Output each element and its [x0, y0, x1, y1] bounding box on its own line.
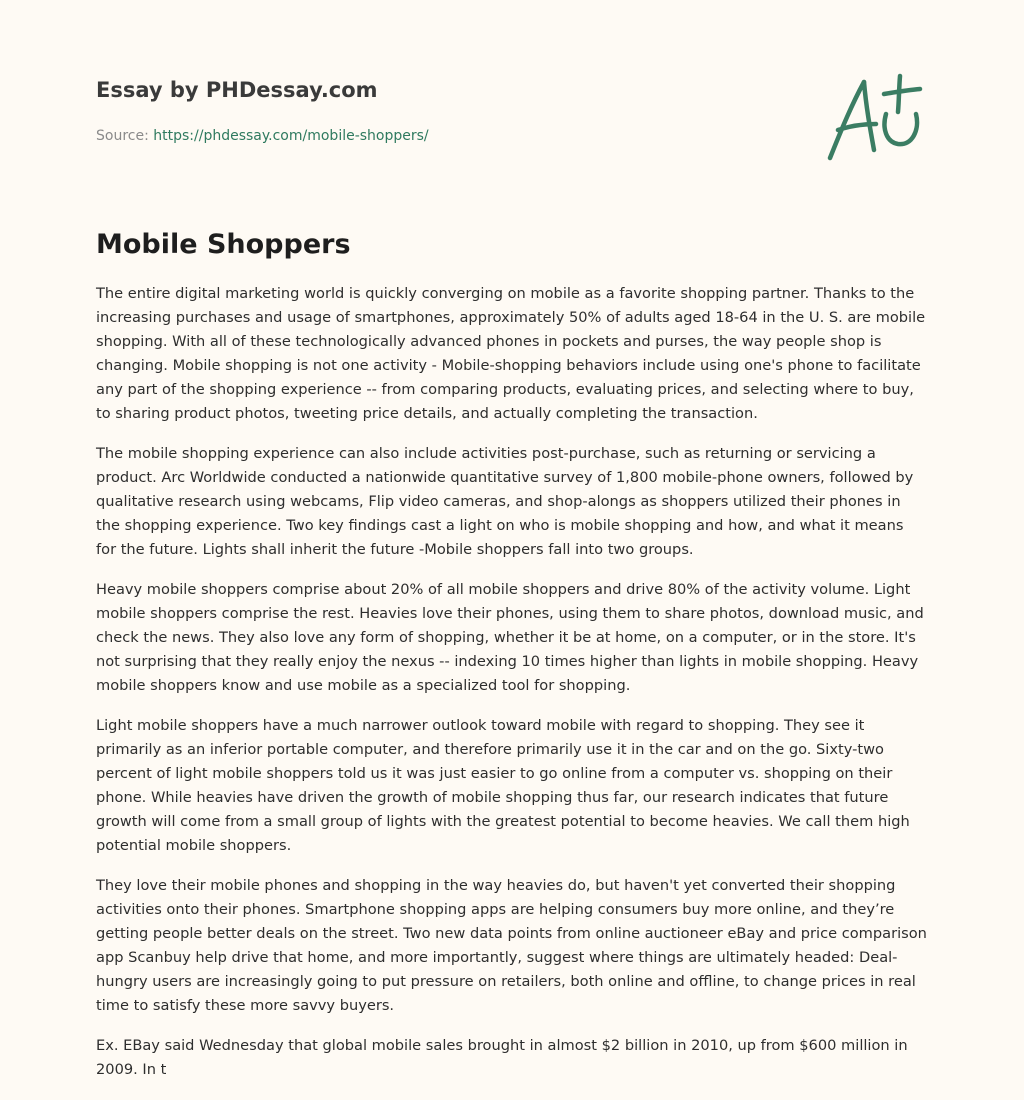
source-line — [96, 126, 796, 146]
paragraph: They love their mobile phones and shopping in the way heavies do, but haven't yet converted their shopping activities onto their phones. Smartphone shopping apps are helping consumers buy more online, and they’re getting people better deals on the street. Two new data points from online auctioneer eBay and price comparison app Scanbuy help drive that home, and more importantly, suggest where things are ultimately headed: Deal-hungry users are increasingly going to put pressure on retailers, both online and offline, to change prices in real time to satisfy these more savvy buyers. — [96, 877, 927, 1014]
paragraph: Ex. EBay said Wednesday that global mobile sales brought in almost $2 billion in 2010, up from $600 million in 2009. In t — [96, 1037, 908, 1078]
paragraph: The mobile shopping experience can also include activities post-purchase, such as returning or servicing a product. Arc Worldwide conducted a nationwide quantitative survey of 1,800 mobile-phone owners, followed by qualitative research using webcams, Flip video cameras, and shop-alongs as shoppers utilized their phones in the shopping experience. Two key findings cast a light on who is mobile shopping and how, and what it means for the future. Lights shall inherit the future -Mobile shoppers fall into two groups. — [96, 445, 914, 558]
paragraph: The entire digital marketing world is quickly converging on mobile as a favorite shopping partner. Thanks to the increasing purchases and usage of smartphones, approximately 50% of adults aged 18-64 in the U. S. are mobile shopping. With all of these technologically advanced phones in pockets and purses, the way people shop is changing. Mobile shopping is not one activity - Mobile-shopping behaviors include using one's phone to facilitate any part of the shopping experience -- from comparing products, evaluating prices, and selecting where to buy, to sharing product photos, tweeting price details, and actually completing the transaction. — [96, 285, 926, 422]
a-plus-logo-icon — [820, 66, 930, 166]
essay-header — [96, 76, 796, 146]
source-link[interactable]: https://phdessay.com/mobile-shoppers/ — [153, 128, 429, 144]
paragraph: Heavy mobile shoppers comprise about 20% of all mobile shoppers and drive 80% of the activity volume. Light mobile shoppers comprise the rest. Heavies love their phones, using them to share photos, download music, and check the news. They also love any form of shopping, whether it be at home, on a computer, or in the store. It's not surprising that they really enjoy the nexus -- indexing 10 times higher than lights in mobile shopping. Heavy mobile shoppers know and use mobile as a specialized tool for shopping. — [96, 581, 924, 694]
article — [96, 226, 928, 1098]
source-label: Source: — [96, 128, 154, 144]
article-title: Mobile Shoppers — [96, 229, 351, 260]
a-plus-logo-svg — [820, 66, 930, 166]
paragraph: Light mobile shoppers have a much narrower outlook toward mobile with regard to shopping. They see it primarily as an inferior portable computer, and therefore primarily use it in the car and on the go. Sixty-two percent of light mobile shoppers told us it was just easier to go online from a computer vs. shopping on their phone. While heavies have driven the growth of mobile shopping thus far, our research indicates that future growth will come from a small group of lights with the greatest potential to become heavies. We call them high potential mobile shoppers. — [96, 717, 910, 854]
brand-title: Essay by PHDessay.com — [96, 78, 378, 102]
